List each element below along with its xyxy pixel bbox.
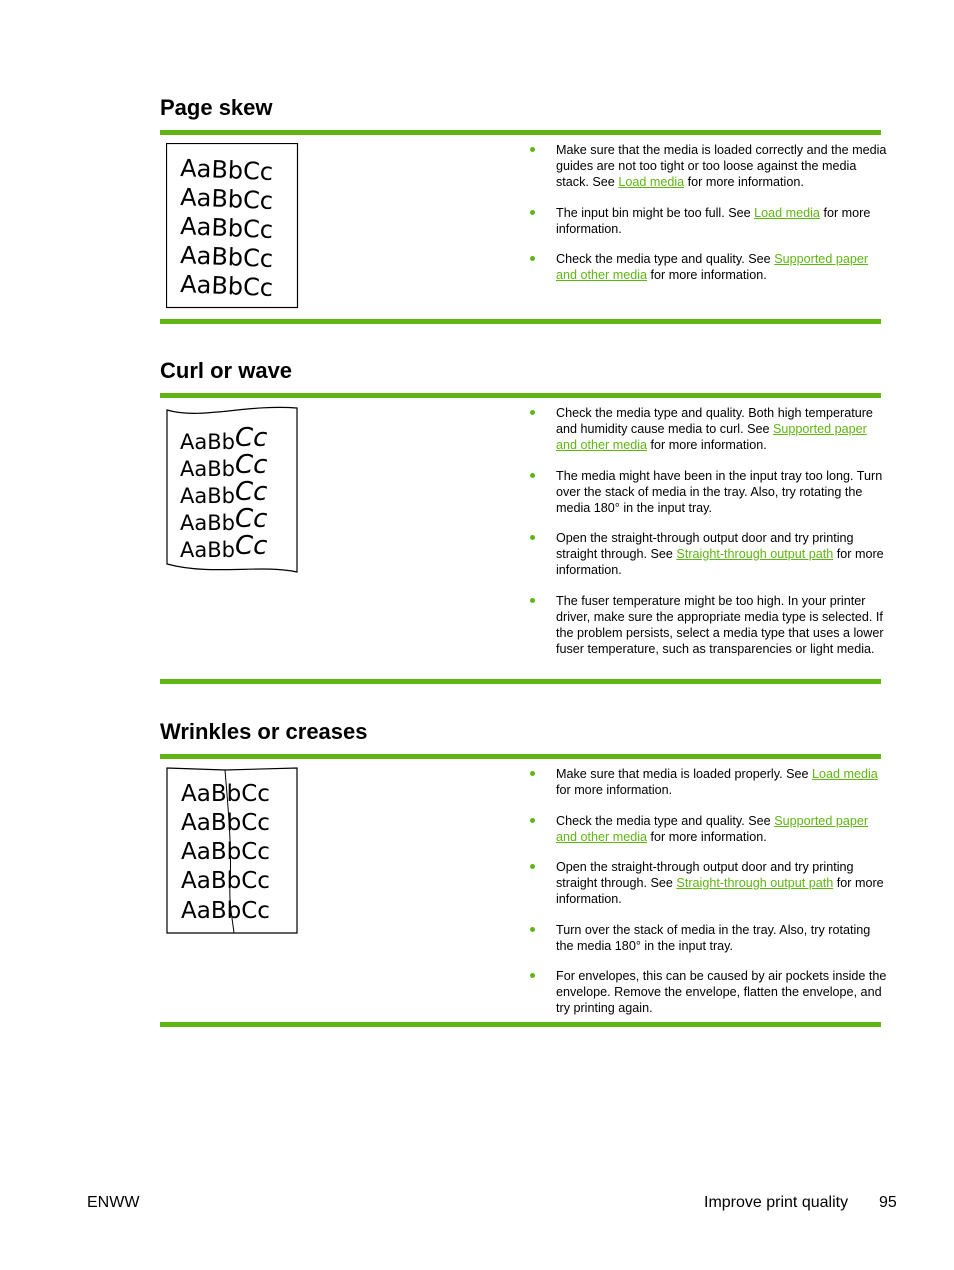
bullet-text: for more information.	[556, 783, 673, 797]
cross-reference-link[interactable]: Load media	[754, 205, 820, 220]
cross-reference-link[interactable]: Load media	[618, 175, 685, 189]
bullet-item	[528, 142, 888, 190]
bullet-item	[528, 251, 888, 283]
page-skew-sample-image	[166, 143, 299, 309]
sample-aabb: AaBb	[180, 511, 235, 535]
wrinkles-creases-sample-image	[166, 767, 299, 935]
sample-line: AaBbCc	[181, 810, 270, 836]
curl-wave-sample-image	[166, 406, 299, 574]
bullet-text: for more information.	[647, 829, 767, 844]
bullet-text: for more information.	[556, 205, 871, 236]
bullet-text: Check the media type and quality. See	[556, 813, 775, 828]
sample-line: AaBbCc	[179, 241, 274, 274]
section-bottom-rule	[160, 319, 881, 324]
sample-aabb: AaBb	[180, 484, 235, 508]
bullet-text: Make sure that the media is loaded correctly and the media guides are not too tight or too loose against the media stack. See	[556, 143, 887, 189]
bullet-item	[528, 968, 888, 1016]
section-top-rule	[160, 393, 881, 398]
bullet-text: for more information.	[684, 175, 804, 189]
sample-line: AaBbCc	[179, 270, 274, 303]
bullet-item	[528, 813, 888, 845]
sample-line: AaBbCc	[181, 839, 270, 865]
sample-line: AaBbCc	[181, 781, 270, 807]
bullet-text: Open the straight-through output door and try printing straight through. See	[556, 860, 854, 890]
bullet-item	[528, 859, 888, 907]
sample-aabb: AaBb	[180, 457, 235, 481]
section-title: Wrinkles or creases	[160, 719, 368, 744]
sample-aabb: AaBb	[180, 430, 235, 454]
sample-cc: Cc	[234, 531, 268, 561]
bullet-text: The input bin might be too full. See	[556, 205, 755, 220]
bullet-text: for more information.	[556, 876, 884, 906]
footer-section: Improve print quality	[704, 1194, 849, 1211]
sample-cc: Cc	[234, 477, 268, 507]
bullet-text: Check the media type and quality. Both high temperature and humidity cause media to curl. See	[556, 406, 873, 436]
bullet-list	[528, 405, 888, 671]
bullet-text: Turn over the stack of media in the tray. Also, try rotating the media 180° in the input tray.	[556, 922, 871, 953]
cross-reference-link[interactable]: Supported paper and other media	[556, 813, 869, 844]
bullet-text: The media might have been in the input tray too long. Turn over the stack of media in the tray. Also, try rotating the media 180° in the input tray.	[556, 468, 883, 515]
bullet-text: for more information.	[556, 547, 884, 577]
sample-cc: Cc	[234, 423, 268, 453]
cross-reference-link[interactable]: Supported paper and other media	[556, 252, 869, 282]
bullet-list	[528, 766, 888, 1031]
bullet-item	[528, 530, 888, 578]
cross-reference-link[interactable]: Straight-through output path	[676, 876, 834, 890]
sample-aabb: AaBb	[180, 538, 235, 562]
sample-line: AaBbCc	[179, 154, 274, 187]
section-top-rule	[160, 130, 881, 135]
section-title: Curl or wave	[160, 358, 293, 383]
sample-line: AaBbCc	[181, 898, 270, 924]
bullet-text: Open the straight-through output door and try printing straight through. See	[556, 531, 854, 561]
bullet-item	[528, 468, 888, 516]
section-bottom-rule	[160, 1022, 881, 1027]
bullet-list	[528, 142, 888, 298]
cross-reference-link[interactable]: Supported paper and other media	[556, 422, 867, 452]
cross-reference-link[interactable]: Load media	[811, 767, 878, 781]
bullet-item	[528, 405, 888, 453]
bullet-text: for more information.	[647, 268, 767, 282]
bullet-text: Check the media type and quality. See	[556, 252, 775, 266]
cross-reference-link[interactable]: Straight-through output path	[676, 547, 834, 561]
footer-left: ENWW	[87, 1194, 140, 1211]
bullet-text: The fuser temperature might be too high. In your printer driver, make sure the appropriate media type is selected. If the problem persists, select a media type that uses a lower fuser temperature, such as transparencies or light media.	[556, 593, 884, 656]
section-title: Page skew	[160, 95, 273, 120]
sample-cc: Cc	[234, 450, 268, 480]
bullet-item	[528, 593, 888, 657]
bullet-text: For envelopes, this can be caused by air pockets inside the envelope. Remove the envelope, flatten the envelope, and try printing again.	[556, 969, 887, 1015]
sample-line: AaBbCc	[179, 183, 274, 216]
sample-line: AaBbCc	[179, 212, 274, 245]
footer-page-number: 95	[879, 1194, 897, 1211]
bullet-text: Make sure that media is loaded properly. See	[556, 767, 812, 781]
sample-cc: Cc	[234, 504, 268, 534]
section-bottom-rule	[160, 679, 881, 684]
section-top-rule	[160, 754, 881, 759]
bullet-item	[528, 766, 888, 798]
bullet-item	[528, 205, 888, 237]
bullet-item	[528, 922, 888, 954]
bullet-text: for more information.	[647, 438, 767, 452]
sample-line: AaBbCc	[181, 868, 270, 894]
